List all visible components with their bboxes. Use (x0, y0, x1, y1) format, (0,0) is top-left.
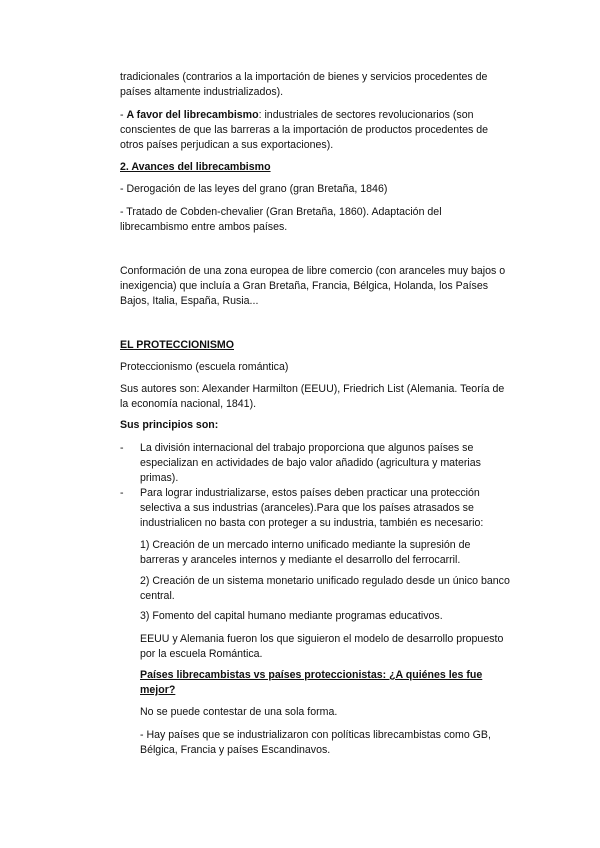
paragraph-hay-paises: - Hay países que se industrializaron con políticas librecambistas como GB, Bélgica, Francia y países Escandinavos. (140, 729, 491, 756)
paragraph-eeuu-alemania: EEUU y Alemania fueron los que siguieron el modelo de desarrollo propuesto por la escuela Romántica. (140, 633, 504, 660)
paragraph-a-favor (120, 108, 512, 153)
list-item-industrializarse: Para lograr industrializarse, estos países deben practicar una protección selectiva a sus industrias (aranceles).Para que los países atrasados se industrialicen no basta con proteger a su industria, también es necesario: (140, 487, 484, 529)
numbered-item-3: 3) Fomento del capital humano mediante programas educativos. (140, 610, 443, 622)
paragraph-tratado: - Tratado de Cobden-chevalier (Gran Bretaña, 1860). Adaptación del librecambismo entre ambos países. (120, 206, 442, 233)
numbered-item-2: 2) Creación de un sistema monetario unificado regulado desde un único banco central. (140, 575, 510, 602)
paragraph-a-favor-prefix: - (120, 109, 127, 121)
heading-principios: Sus principios son: (120, 419, 219, 431)
list-item-division: La división internacional del trabajo proporciona que algunos países se especializan en actividades de bajo valor añadido (agricultura y materias primas). (140, 442, 481, 484)
numbered-item-1: 1) Creación de un mercado interno unificado mediante la supresión de barreras y aranceles internos y mediante el desarrollo del ferrocarril. (140, 539, 471, 566)
paragraph-tradicionales: tradicionales (contrarios a la importación de bienes y servicios procedentes de países altamente industrializados). (120, 71, 488, 98)
heading-librecambistas-vs: Países librecambistas vs países proteccionistas: ¿A quiénes les fue mejor? (140, 669, 483, 696)
paragraph-no-se-puede: No se puede contestar de una sola forma. (140, 706, 338, 718)
bullet-marker: - (120, 487, 124, 499)
heading-avances: 2. Avances del librecambismo (120, 161, 271, 173)
heading-proteccionismo: EL PROTECCIONISMO (120, 339, 234, 351)
bullet-marker: - (120, 442, 124, 454)
a-favor-heading: A favor del librecambismo (126, 109, 259, 121)
paragraph-escuela-romantica: Proteccionismo (escuela romántica) (120, 361, 289, 373)
paragraph-autores: Sus autores son: Alexander Harmilton (EEUU), Friedrich List (Alemania. Teoría de la economía nacional, 1841). (120, 383, 505, 410)
paragraph-conformacion: Conformación de una zona europea de libre comercio (con aranceles muy bajos o inexigencia) que incluía a Gran Bretaña, Francia, Bélgica, Holanda, los Países Bajos, Italia, España, Rusia... (120, 265, 506, 307)
paragraph-derogacion: - Derogación de las leyes del grano (gran Bretaña, 1846) (120, 183, 388, 195)
paragraph-a-favor-text: : industriales de sectores revolucionarios (son conscientes de que las barreras a la importación de productos procedentes de otros países perjudican a sus exportaciones). (120, 109, 489, 151)
